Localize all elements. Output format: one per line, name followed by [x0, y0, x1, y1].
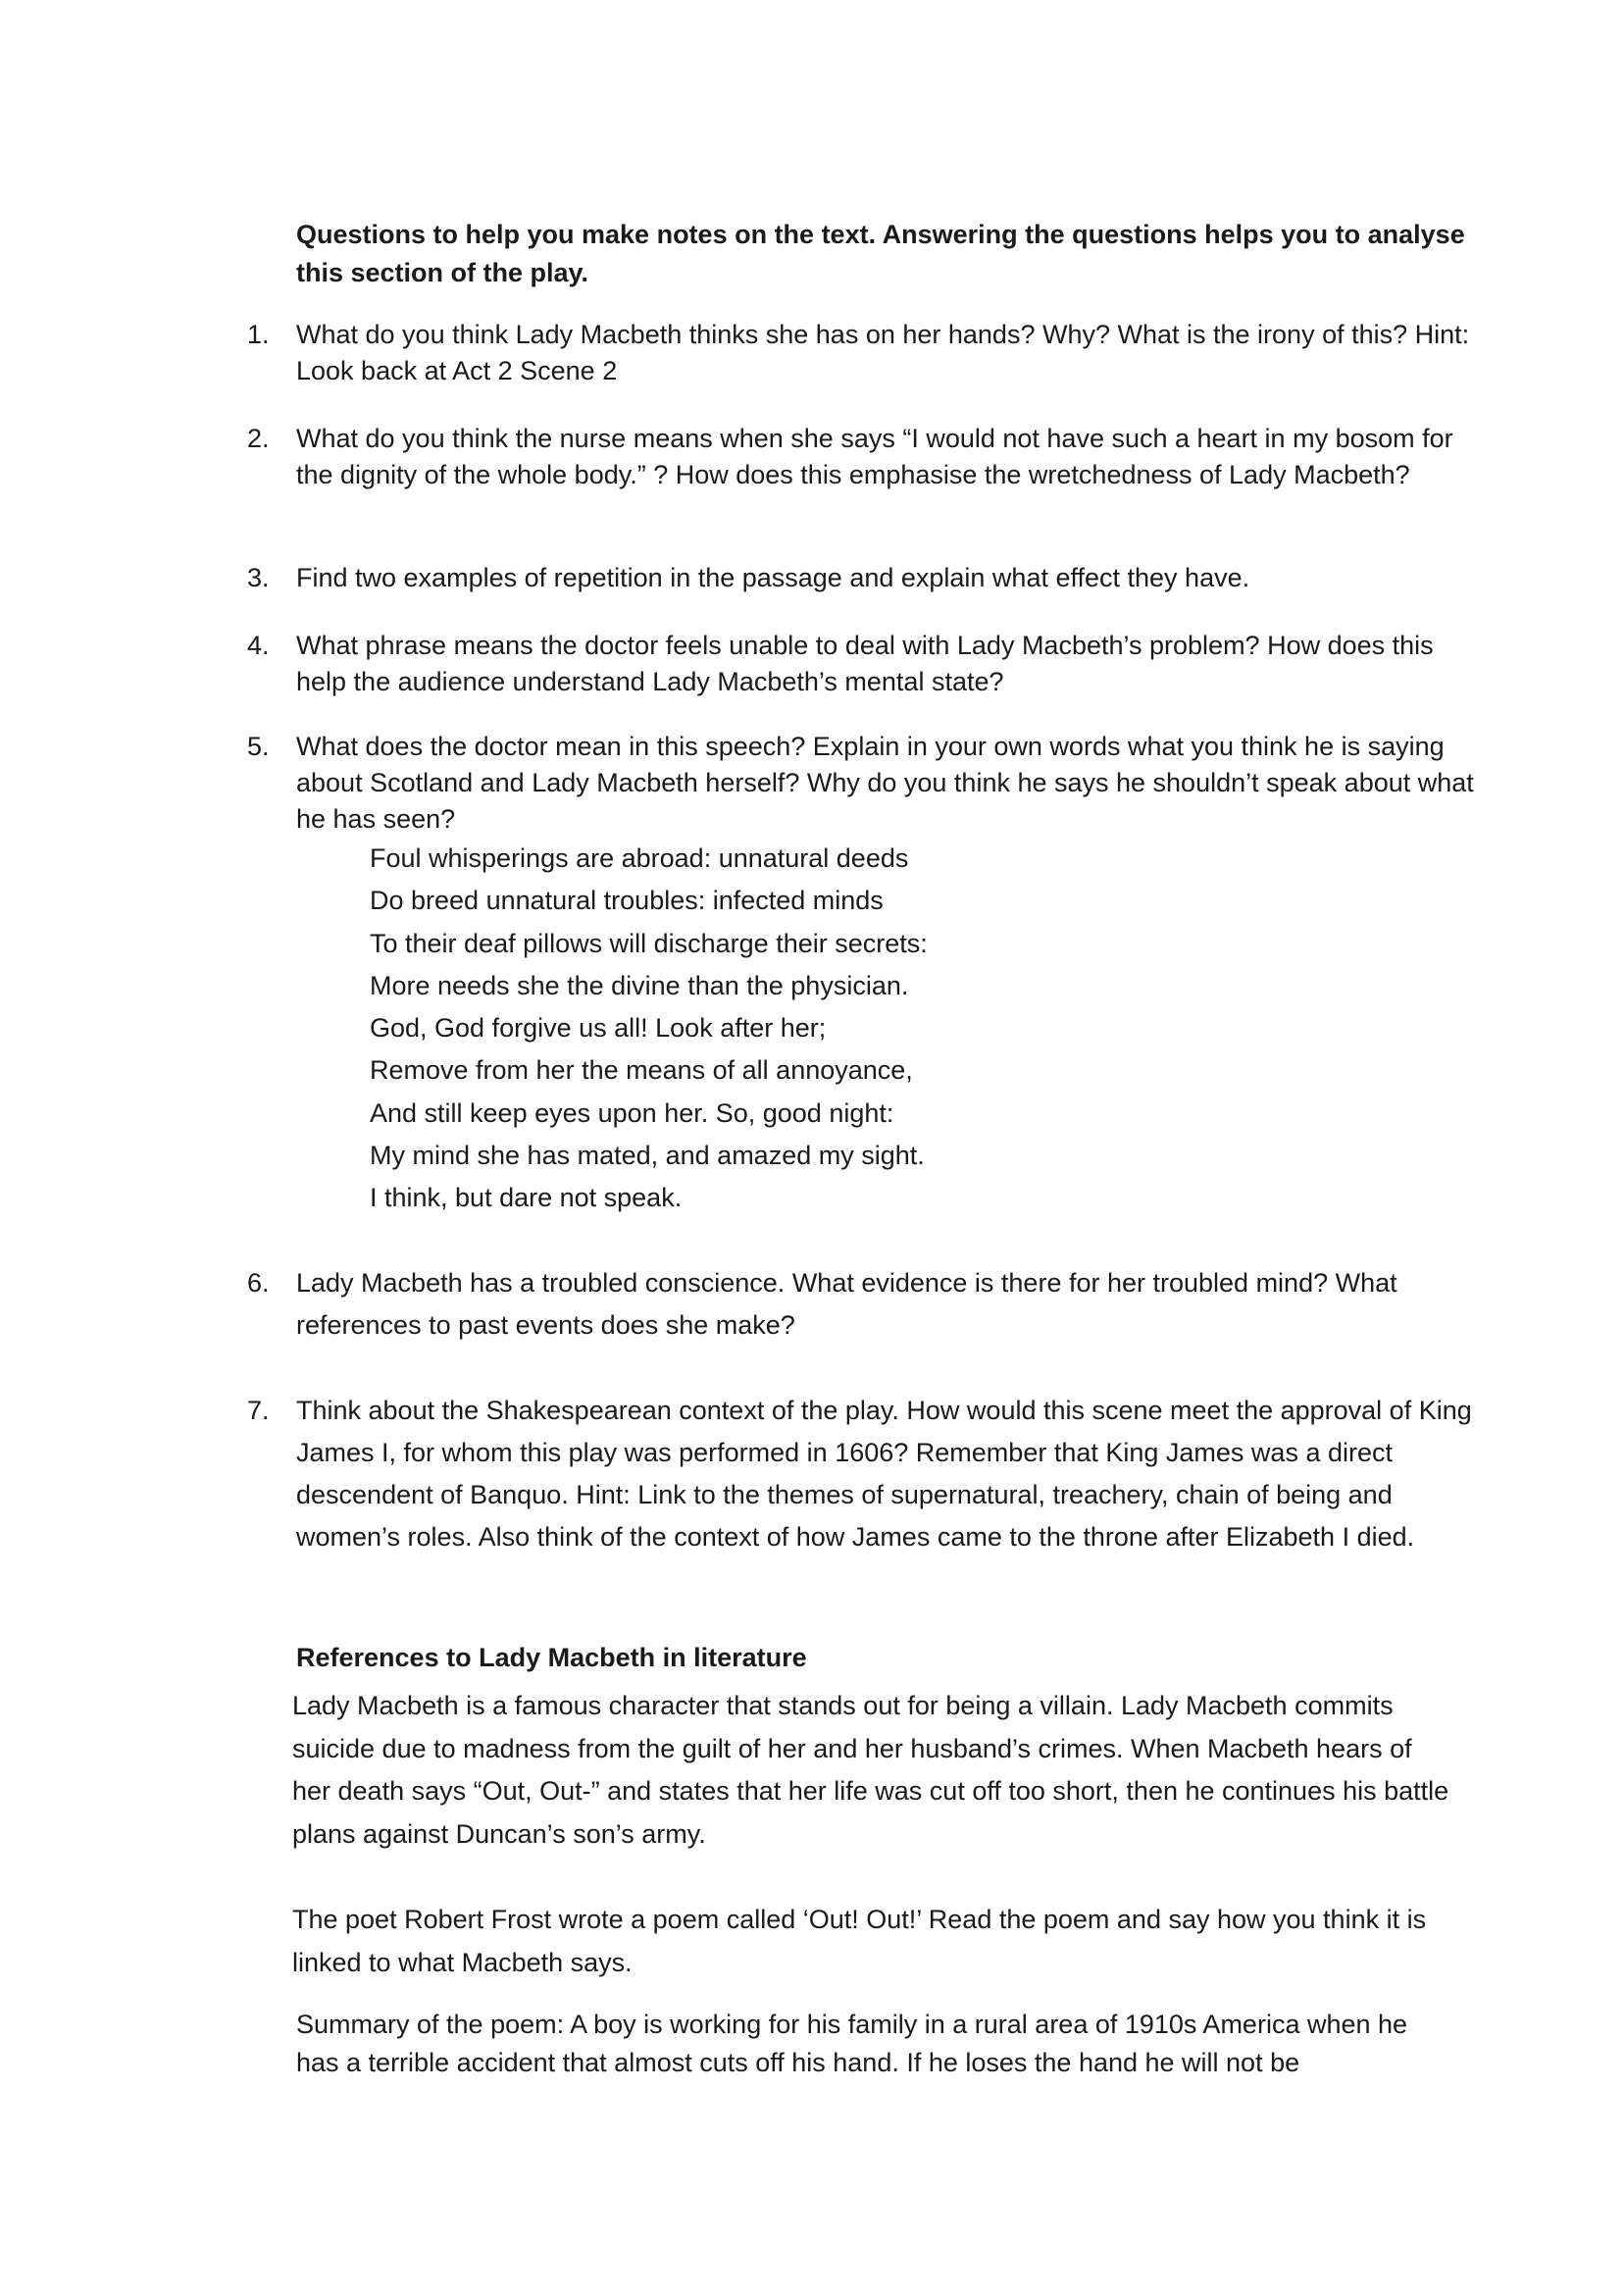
question-number: 4.	[247, 631, 270, 660]
question-5	[247, 729, 1483, 838]
question-number: 5.	[247, 732, 270, 761]
quote-line: My mind she has mated, and amazed my sight.	[370, 1141, 925, 1171]
references-heading: References to Lady Macbeth in literature	[296, 1643, 807, 1672]
question-number: 7.	[247, 1396, 270, 1425]
question-number: 3.	[247, 563, 270, 592]
question-number: 2.	[247, 424, 270, 453]
question-number: 6.	[247, 1268, 270, 1298]
question-text: Lady Macbeth has a troubled conscience. What evidence is there for her troubled mind? What references to past events does she make?	[296, 1268, 1397, 1340]
quote-line: To their deaf pillows will discharge their secrets:	[370, 928, 928, 958]
question-4	[247, 628, 1483, 700]
question-text: What does the doctor mean in this speech? Explain in your own words what you think he is saying about Scotland and Lady Macbeth herself? Why do you think he says he shouldn’t speak about what he has seen?	[296, 732, 1474, 834]
question-number: 1.	[247, 320, 270, 349]
quote-line: Do breed unnatural troubles: infected minds	[370, 886, 884, 916]
references-paragraph-1: Lady Macbeth is a famous character that stands out for being a villain. Lady Macbeth commits suicide due to madness from the guilt of her and her husband’s crimes. When Macbeth hears of her death says “Out, Out-” and states that her life was cut off too short, then he continues his battle plans against Duncan’s son’s army.	[292, 1691, 1449, 1849]
references-paragraph-2: The poet Robert Frost wrote a poem called ‘Out! Out!’ Read the poem and say how you think it is linked to what Macbeth says.	[292, 1905, 1427, 1977]
quote-line: I think, but dare not speak.	[370, 1183, 683, 1213]
question-3	[247, 560, 1483, 596]
question-text: What do you think the nurse means when she says “I would not have such a heart in my bosom for the dignity of the whole body.” ? How does this emphasise the wretchedness of Lady Macbeth?	[296, 424, 1453, 489]
question-text: What phrase means the doctor feels unable to deal with Lady Macbeth’s problem? How does this help the audience understand Lady Macbeth’s mental state?	[296, 631, 1434, 696]
quote-line: Remove from her the means of all annoyance,	[370, 1055, 913, 1086]
doctor-speech-quote	[370, 838, 928, 1220]
question-6	[247, 1262, 1483, 1347]
poem-summary-paragraph: Summary of the poem: A boy is working for his family in a rural area of 1910s America when he has a terrible accident that almost cuts off his hand. If he loses the hand he will not be	[296, 2010, 1408, 2077]
intro-heading: Questions to help you make notes on the text. Answering the questions helps you to analyse this section of the play.	[296, 220, 1465, 287]
question-2	[247, 421, 1483, 493]
question-text: What do you think Lady Macbeth thinks she has on her hands? Why? What is the irony of this? Hint: Look back at Act 2 Scene 2	[296, 320, 1470, 385]
quote-line: And still keep eyes upon her. So, good night:	[370, 1097, 894, 1128]
quote-line: God, God forgive us all! Look after her;	[370, 1013, 827, 1044]
quote-line: More needs she the divine than the physician.	[370, 970, 909, 1000]
question-1	[247, 317, 1483, 389]
question-7	[247, 1390, 1483, 1558]
question-text: Think about the Shakespearean context of the play. How would this scene meet the approval of King James I, for whom this play was performed in 1606? Remember that King James was a direct descendent of Banquo. Hint: Link to the themes of supernatural, treachery, chain of being and women’s roles. Also think of the context of how James came to the throne after Elizabeth I died.	[296, 1396, 1472, 1552]
quote-line: Foul whisperings are abroad: unnatural deeds	[370, 843, 909, 873]
question-text: Find two examples of repetition in the passage and explain what effect they have.	[296, 563, 1250, 592]
